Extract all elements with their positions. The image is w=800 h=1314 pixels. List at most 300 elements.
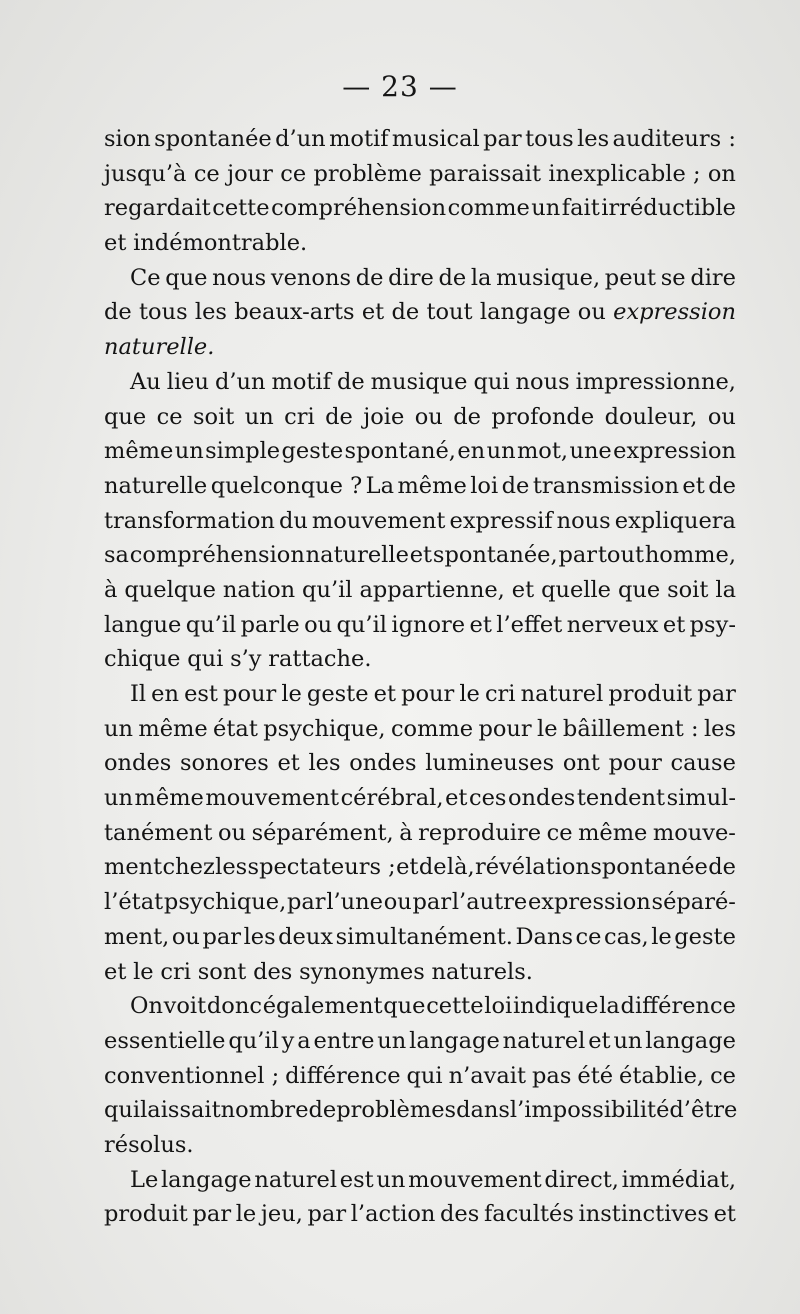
- word: paraissait: [429, 160, 542, 187]
- word: même: [134, 785, 204, 812]
- word: Au: [130, 368, 161, 395]
- text-line: [104, 1163, 736, 1198]
- word: le: [651, 923, 672, 950]
- word: à: [399, 819, 413, 846]
- word: motif: [271, 368, 331, 395]
- word: l’effet: [496, 611, 563, 638]
- word: mouvement: [311, 507, 446, 534]
- word: on: [707, 160, 736, 187]
- word: un: [244, 403, 274, 430]
- text-line: [104, 955, 736, 990]
- word: quelque: [124, 576, 216, 603]
- word: regardait: [104, 195, 211, 222]
- word: dire: [388, 264, 434, 291]
- word: nombre: [220, 1097, 309, 1124]
- word: même: [104, 438, 174, 465]
- word: impressionne,: [575, 368, 736, 395]
- word: cette: [426, 993, 484, 1020]
- word: indémontrable.: [133, 230, 308, 257]
- word: ou: [304, 611, 333, 638]
- word: psy-: [689, 611, 736, 638]
- word: soit: [192, 403, 235, 430]
- word: laissait: [140, 1097, 221, 1124]
- word: l’autre: [451, 889, 528, 916]
- word: les: [215, 854, 248, 881]
- word: geste: [674, 923, 736, 950]
- word: et: [682, 472, 705, 499]
- word: par: [307, 1201, 347, 1228]
- word: On: [130, 993, 163, 1020]
- word: bâillement :: [562, 715, 699, 742]
- word: Il: [130, 681, 147, 707]
- word: chez: [162, 854, 215, 881]
- text-line: [104, 122, 736, 157]
- word: l’une: [326, 889, 383, 916]
- word: et: [588, 1027, 611, 1054]
- word: cri: [160, 958, 191, 985]
- word: ment,: [104, 923, 170, 950]
- word: des: [440, 1201, 480, 1228]
- word: tout: [426, 299, 473, 326]
- word: d’un: [214, 368, 266, 395]
- word: profonde: [491, 403, 595, 430]
- text-line: [104, 920, 736, 955]
- word: et: [409, 542, 433, 569]
- word: cette: [212, 195, 270, 222]
- word: sion: [104, 126, 151, 152]
- word: peut: [604, 264, 657, 291]
- word: ondes: [508, 785, 576, 812]
- word: différence: [620, 993, 736, 1020]
- word: cri: [484, 681, 516, 707]
- word: inexplicable ;: [548, 160, 701, 187]
- word: tout: [597, 542, 644, 569]
- word: transformation: [104, 507, 275, 534]
- word: spontanée,: [432, 542, 558, 569]
- word: geste: [281, 438, 344, 465]
- word: ignore: [391, 611, 466, 638]
- word: ce: [546, 819, 573, 846]
- word: un: [486, 438, 516, 465]
- word: et: [511, 576, 535, 603]
- word: mouvement: [205, 785, 340, 812]
- word: spontanée: [590, 854, 708, 881]
- text-line: [104, 1128, 736, 1163]
- word: qu’il: [336, 611, 387, 638]
- text-line: [104, 261, 736, 296]
- word: Le: [130, 1166, 159, 1193]
- word: expression: [613, 299, 736, 326]
- text-line: [104, 1059, 736, 1094]
- word: joie: [363, 403, 405, 430]
- word: le: [281, 681, 302, 707]
- word: également: [262, 993, 383, 1020]
- word: cérébral,: [340, 785, 444, 812]
- word: l’état: [104, 889, 164, 916]
- word: naturelle: [305, 542, 409, 569]
- text-line: [104, 781, 736, 816]
- word: soit: [667, 576, 709, 603]
- word: l’impossibilité: [509, 1097, 670, 1124]
- word: langage: [160, 1166, 252, 1193]
- word: tous: [139, 299, 188, 326]
- word: s’y: [230, 646, 262, 673]
- word: de: [501, 472, 530, 499]
- word: d’être: [669, 1097, 738, 1124]
- word: pour: [223, 681, 277, 707]
- word: venons: [270, 264, 351, 291]
- word: nerveux: [566, 611, 659, 638]
- text-line: [104, 400, 736, 435]
- word: mouve-: [652, 819, 736, 846]
- text-line: [104, 608, 736, 643]
- word: ou: [171, 923, 200, 950]
- word: auditeurs :: [612, 126, 736, 152]
- word: instinctives: [578, 1201, 709, 1228]
- word: chique: [104, 646, 181, 673]
- word: l’action: [350, 1201, 436, 1228]
- word: des: [253, 958, 293, 985]
- word: et: [469, 611, 492, 638]
- word: simul-: [666, 785, 736, 812]
- word: problèmes: [336, 1097, 457, 1124]
- word: cause: [670, 750, 736, 777]
- word: là,: [446, 854, 475, 881]
- word: la: [599, 993, 620, 1020]
- word: rattache.: [268, 646, 372, 673]
- word: simultanément.: [335, 923, 513, 950]
- word: entre: [313, 1027, 375, 1054]
- word: simple: [205, 438, 281, 465]
- word: une: [569, 438, 612, 465]
- text-line: [104, 712, 736, 747]
- word: pour: [478, 715, 532, 742]
- word: par: [697, 681, 736, 707]
- word: révélation: [474, 854, 590, 881]
- word: voit: [163, 993, 207, 1020]
- word: état: [213, 715, 258, 742]
- word: expliquera: [614, 507, 736, 534]
- word: comme: [390, 715, 474, 742]
- text-line: [104, 885, 736, 920]
- word: psychique,: [163, 889, 287, 916]
- word: de: [438, 264, 467, 291]
- word: langue: [104, 611, 182, 638]
- word: qu’il: [302, 576, 353, 603]
- word: qui: [104, 1097, 141, 1124]
- word: en: [151, 681, 179, 707]
- word: douleur,: [604, 403, 698, 430]
- word: et: [396, 854, 419, 881]
- word: les: [308, 750, 341, 777]
- word: spectateurs ;: [247, 854, 396, 881]
- word: de: [708, 472, 736, 499]
- body-text: [104, 122, 736, 1232]
- word: que: [383, 993, 426, 1020]
- word: synonymes: [299, 958, 425, 985]
- word: les: [243, 923, 276, 950]
- word: d’un: [275, 126, 326, 152]
- word: irréductible: [601, 195, 736, 222]
- word: n’avait: [448, 1062, 527, 1089]
- word: les: [577, 126, 610, 152]
- word: de: [391, 299, 420, 326]
- word: tendent: [576, 785, 665, 812]
- word: transmission: [532, 472, 679, 499]
- word: en: [457, 438, 486, 465]
- word: y: [281, 1027, 295, 1054]
- word: de: [708, 854, 736, 881]
- word: mot,: [516, 438, 569, 465]
- word: et: [104, 958, 127, 985]
- word: pour: [608, 750, 662, 777]
- word: essentielle: [104, 1027, 226, 1054]
- word: a: [297, 1027, 311, 1054]
- word: appartienne,: [359, 576, 505, 603]
- word: de: [418, 854, 447, 881]
- word: nation: [222, 576, 296, 603]
- text-line: [104, 746, 736, 781]
- word: même: [397, 472, 467, 499]
- word: nous: [212, 264, 267, 291]
- word: fait: [561, 195, 600, 222]
- text-line: [104, 295, 736, 330]
- word: ce: [156, 403, 183, 430]
- word: lumineuses: [425, 750, 555, 777]
- word: même: [578, 819, 648, 846]
- word: par: [202, 923, 242, 950]
- word: ou: [217, 819, 247, 846]
- word: et: [373, 681, 396, 707]
- word: produit: [104, 1201, 188, 1228]
- word: quelconque ?: [210, 472, 363, 499]
- word: immédiat,: [621, 1166, 736, 1193]
- word: ou: [383, 889, 412, 916]
- word: La: [365, 472, 394, 499]
- word: de: [325, 403, 353, 430]
- word: deux: [278, 923, 334, 950]
- text-line: [104, 434, 736, 469]
- text-line: [104, 816, 736, 851]
- word: par: [558, 542, 598, 569]
- word: beaux-arts: [234, 299, 355, 326]
- word: est: [184, 681, 218, 707]
- word: ondes: [104, 750, 172, 777]
- word: dire: [690, 264, 736, 291]
- word: compréhension: [271, 195, 447, 222]
- word: langage: [409, 1027, 500, 1054]
- word: différence: [285, 1062, 401, 1089]
- word: problème: [313, 160, 422, 187]
- text-line: [104, 1024, 736, 1059]
- word: le: [235, 1201, 257, 1228]
- word: jour: [227, 160, 273, 187]
- word: Ce: [130, 264, 161, 291]
- word: et: [662, 611, 686, 638]
- word: par: [286, 889, 326, 916]
- text-line: [104, 677, 736, 712]
- word: ce: [280, 160, 307, 187]
- word: séparément,: [251, 819, 394, 846]
- word: un: [613, 1027, 643, 1054]
- word: les: [703, 715, 736, 742]
- word: reproduire: [418, 819, 542, 846]
- word: que: [165, 264, 208, 291]
- word: expression: [613, 438, 736, 465]
- text-line: [104, 538, 736, 573]
- word: un: [174, 438, 204, 465]
- word: parle: [240, 611, 300, 638]
- word: psychique,: [263, 715, 386, 742]
- text-line: [104, 226, 736, 261]
- word: produit: [608, 681, 693, 707]
- text-line: [104, 850, 736, 885]
- word: qui: [406, 1062, 443, 1089]
- word: séparé-: [651, 889, 736, 916]
- word: de: [453, 403, 481, 430]
- word: loi: [470, 472, 499, 499]
- word: quelle: [541, 576, 611, 603]
- word: même: [138, 715, 208, 742]
- word: de: [336, 368, 365, 395]
- word: direct,: [544, 1166, 619, 1193]
- text-line: [104, 365, 736, 400]
- word: Dans: [515, 923, 573, 950]
- word: ou: [414, 403, 443, 430]
- word: tanément: [104, 819, 213, 846]
- word: un: [376, 1166, 406, 1193]
- text-line: [104, 642, 736, 677]
- text-line: [104, 330, 736, 365]
- word: dans: [456, 1097, 510, 1124]
- word: compréhension: [129, 542, 305, 569]
- word: la: [715, 576, 736, 603]
- word: ont: [562, 750, 600, 777]
- word: et: [104, 230, 127, 257]
- word: le: [459, 681, 480, 707]
- word: naturel: [254, 1166, 338, 1193]
- word: tous: [525, 126, 574, 152]
- word: un: [104, 715, 133, 742]
- word: de: [104, 299, 132, 326]
- word: nous: [515, 368, 570, 395]
- word: un: [377, 1027, 407, 1054]
- word: naturelle: [104, 472, 208, 499]
- text-line: [104, 504, 736, 539]
- word: jeu,: [260, 1201, 303, 1228]
- text-line: [104, 157, 736, 192]
- word: un: [531, 195, 561, 222]
- word: naturel: [502, 1027, 586, 1054]
- word: qu’il: [185, 611, 237, 638]
- page-number: — 23 —: [342, 70, 458, 103]
- word: ces: [468, 785, 507, 812]
- word: expressif: [449, 507, 553, 534]
- word: sonores: [180, 750, 269, 777]
- word: qui: [473, 368, 510, 395]
- word: le: [537, 715, 558, 742]
- text-line: [104, 469, 736, 504]
- word: par: [483, 126, 522, 152]
- word: ce: [193, 160, 220, 187]
- word: naturelle.: [104, 334, 215, 361]
- word: cas,: [603, 923, 649, 950]
- text-line: [104, 989, 736, 1024]
- word: été: [577, 1062, 614, 1089]
- word: de: [355, 264, 384, 291]
- word: et: [713, 1201, 736, 1228]
- word: ou: [707, 403, 736, 430]
- word: geste: [306, 681, 369, 707]
- text-line: [104, 573, 736, 608]
- word: conventionnel ;: [104, 1062, 280, 1089]
- word: par: [192, 1201, 232, 1228]
- word: pour: [401, 681, 455, 707]
- word: naturel: [520, 681, 604, 707]
- word: lieu: [166, 368, 209, 395]
- word: que: [104, 403, 147, 430]
- word: le: [133, 958, 154, 985]
- word: langage: [479, 299, 571, 326]
- word: ce: [710, 1062, 736, 1089]
- word: de: [308, 1097, 337, 1124]
- word: indique: [512, 993, 599, 1020]
- text-line: [104, 1093, 736, 1128]
- word: résolus.: [104, 1131, 194, 1158]
- word: jusqu’à: [104, 160, 187, 187]
- word: qui: [187, 646, 224, 673]
- word: spontanée: [154, 126, 272, 152]
- word: ou: [577, 299, 606, 326]
- word: musical: [391, 126, 480, 152]
- word: loi: [484, 993, 513, 1020]
- word: facultés: [483, 1201, 574, 1228]
- word: cri: [284, 403, 315, 430]
- word: se: [660, 264, 686, 291]
- word: ce: [575, 923, 602, 950]
- word: langage: [645, 1027, 736, 1054]
- word: à: [104, 576, 118, 603]
- word: et: [361, 299, 385, 326]
- word: donc: [206, 993, 262, 1020]
- word: ment: [104, 854, 163, 881]
- word: et: [445, 785, 468, 812]
- word: que: [617, 576, 661, 603]
- word: motif: [329, 126, 389, 152]
- word: par: [412, 889, 452, 916]
- text-line: [104, 1197, 736, 1232]
- word: sa: [104, 542, 129, 569]
- word: du: [278, 507, 308, 534]
- word: est: [339, 1166, 374, 1193]
- word: musique: [370, 368, 468, 395]
- word: les: [194, 299, 227, 326]
- word: expression: [527, 889, 651, 916]
- word: comme: [447, 195, 530, 222]
- word: ondes: [349, 750, 417, 777]
- word: mouvement: [408, 1166, 542, 1193]
- text-line: [104, 191, 736, 226]
- word: pas: [532, 1062, 572, 1089]
- word: homme,: [644, 542, 736, 569]
- word: qu’il: [228, 1027, 279, 1054]
- word: nous: [556, 507, 611, 534]
- word: un: [104, 785, 133, 812]
- word: et: [277, 750, 300, 777]
- word: naturels.: [431, 958, 533, 985]
- word: sont: [197, 958, 247, 985]
- word: spontané,: [344, 438, 456, 465]
